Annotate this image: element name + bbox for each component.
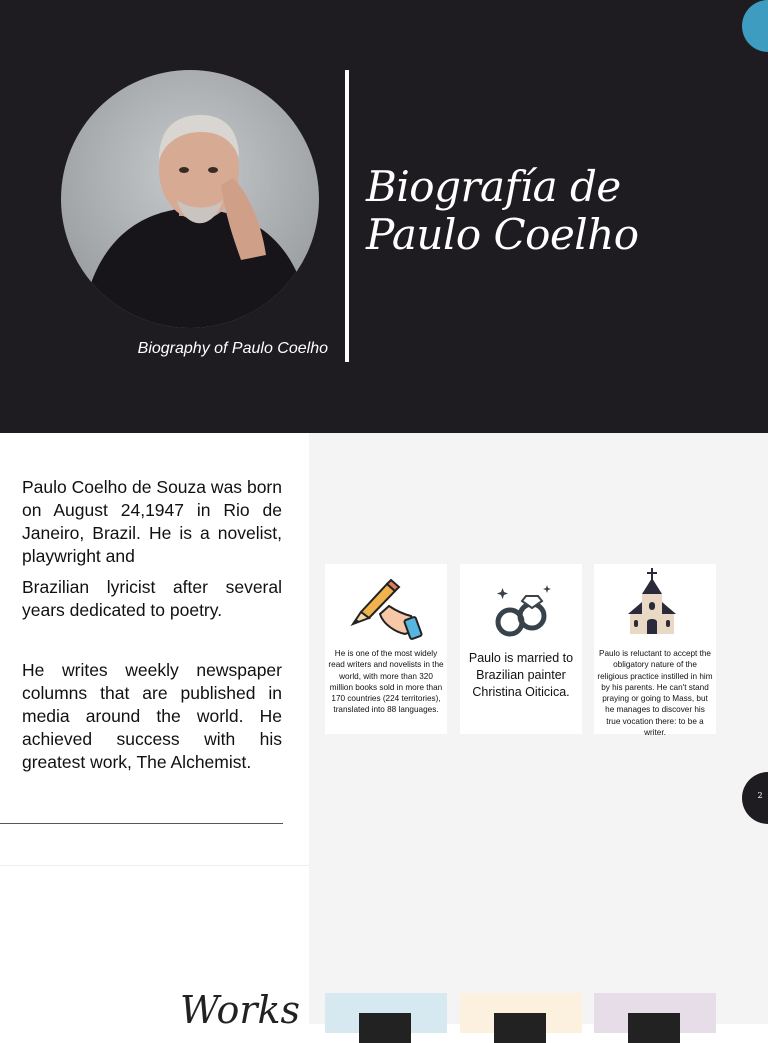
page-title bbox=[366, 163, 746, 259]
fact-card bbox=[325, 564, 447, 734]
author-portrait bbox=[61, 70, 319, 328]
wedding-rings-icon bbox=[460, 582, 582, 647]
subtitle: Biography of Paulo Coelho bbox=[137, 340, 328, 357]
church-icon bbox=[594, 568, 716, 643]
works-card bbox=[460, 993, 582, 1033]
intro-paragraph-2: He writes weekly newspaper columns that are published in media around the world. He achieved success with his greatest work, The Alchemist. bbox=[22, 660, 282, 772]
page-number: 2 bbox=[757, 791, 763, 800]
works-card bbox=[325, 993, 447, 1033]
fact-card-text: Paulo is married to Brazilian painter Christina Oiticica. bbox=[468, 651, 574, 699]
fact-card-text: He is one of the most widely read writers and novelists in the world, with more than 320 million books sold in more than 170 countries (224 territories), translated into 88 languages. bbox=[328, 649, 444, 715]
fact-card bbox=[594, 564, 716, 738]
works-heading: Works bbox=[180, 988, 301, 1032]
writing-hand-icon bbox=[325, 572, 447, 647]
title-line-1: Biografía de bbox=[366, 162, 621, 211]
intro-paragraph-1b: Brazilian lyricist after several years dedicated to poetry. bbox=[22, 577, 282, 620]
intro-paragraph-1a: Paulo Coelho de Souza was born on August 24,1947 in Rio de Janeiro, Brazil. He is a novelist, playwright and bbox=[22, 477, 282, 566]
fact-card-text: Paulo is reluctant to accept the obligatory nature of the religious practice instilled in him by his parents. He can't stand praying or going to Mass, but he manages to discover his true vocation there: to be a writer. bbox=[597, 649, 713, 738]
fact-card bbox=[460, 564, 582, 734]
title-line-2: Paulo Coelho bbox=[366, 210, 639, 259]
works-card bbox=[594, 993, 716, 1033]
title-divider bbox=[345, 70, 349, 362]
faint-divider bbox=[0, 865, 309, 866]
section-divider bbox=[0, 823, 283, 824]
